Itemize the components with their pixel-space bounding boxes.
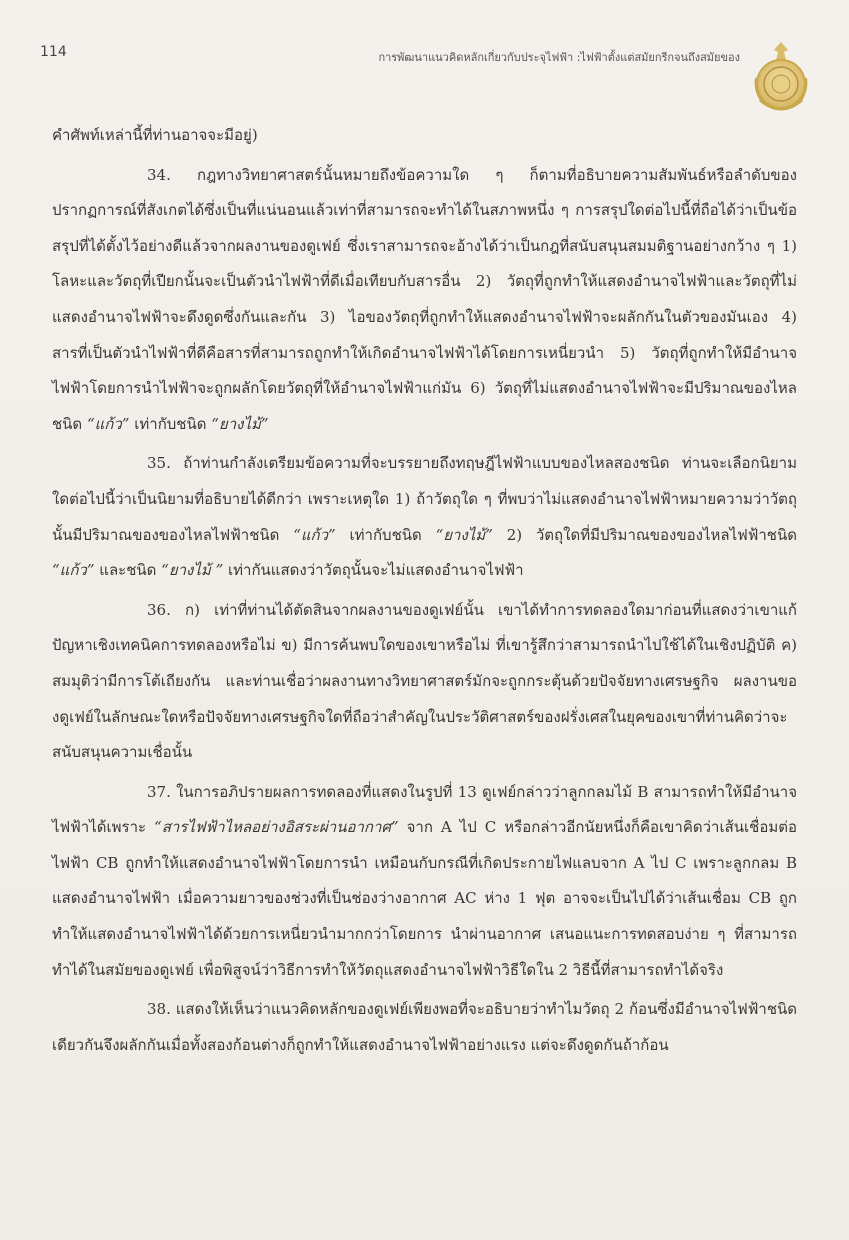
paragraph-34-after: เท่ากับชนิด [134, 414, 207, 433]
paragraph-35 [52, 446, 797, 588]
paragraph-35-text-b: เท่ากับชนิด [349, 525, 422, 544]
paragraph-34 [52, 158, 797, 443]
page-header [40, 40, 810, 120]
running-title: การพัฒนาแนวคิดหลักเกี่ยวกับประจุไฟฟ้า :ไฟฟ้าตั้งแต่สมัยกรีกจนถึงสมัยของ [378, 51, 740, 64]
term-glass: “แก้ว” [86, 414, 130, 433]
paragraph-35-text-c: 2) วัตถุใดที่มีปริมาณของของไหลไฟฟ้าชนิด [506, 525, 797, 544]
page-number: 114 [40, 44, 67, 60]
term-resin: “ยางไม้” [211, 414, 269, 433]
paragraph-continuation: คำศัพท์เหล่านี้ที่ท่านอาจจะมีอยู่) [52, 126, 258, 144]
paragraph-37-text-a: 37. ในการอภิปรายผลการทดลองที่แสดงในรูปที่ 13 ดูเฟย์กล่าวว่าลูกกลมไม้ B สามารถทำให้มีอำนาจไฟฟ้าได้เพราะ [52, 782, 797, 837]
paragraph-37-quote: “สารไฟฟ้าไหลอย่างอิสระผ่านอากาศ” [154, 818, 399, 837]
term-resin-3: “ยางไม้ ” [161, 561, 224, 580]
term-glass-2: “แก้ว” [293, 525, 336, 544]
paragraph-37 [52, 775, 797, 989]
paragraph-35-text-a: 35. ถ้าท่านกำลังเตรียมข้อความที่จะบรรยายถึงทฤษฎีไฟฟ้าแบบของไหลสองชนิด ท่านจะเลือกนิยามใดต่อไปนี้ว่าเป็นนิยามที่อธิบายได้ดีกว่า เพราะเหตุใด 1) ถ้าวัตถุใด ๆ ที่พบว่าไม่แสดงอำนาจไฟฟ้าหมายความว่าวัตถุนั้นมีปริมาณของของไหลไฟฟ้าชนิด [52, 454, 797, 544]
paragraph-36: 36. ก) เท่าที่ท่านได้ตัดสินจากผลงานของดูเฟย์นั้น เขาได้ทำการทดลองใดมาก่อนที่แสดงว่าเขาแก้ปัญหาเชิงเทคนิคการทดลองหรือไม่ ข) มีการค้นพบใดของเขาหรือไม่ ที่เขารู้สึกว่าสามารถนำไปใช้ได้ในเชิงปฏิบัติ ค) สมมุติว่ามีการโต้เถียงกัน และท่านเชื่อว่าผลงานทางวิทยาศาสตร์มักจะถูกกระตุ้นด้วยปัจจัยทางเศรษฐกิจ ผลงานของดูเฟย์ในลักษณะใดหรือปัจจัยทางเศรษฐกิจใดที่ถือว่าสำคัญในประวัติศาสตร์ของฝรั่งเศสในยุคของเขาที่ท่านคิดว่าจะสนับสนุนความเชื่อนั้น [52, 600, 797, 762]
paragraph-35-text-d: และชนิด [99, 561, 157, 580]
term-glass-3: “แก้ว” [52, 561, 95, 580]
paragraph-34-text: 34. กฎทางวิทยาศาสตร์นั้นหมายถึงข้อความใด ๆ ก็ตามที่อธิบายความสัมพันธ์หรือลำดับของปรากฏการณ์ที่สังเกตได้ซึ่งเป็นที่แน่นอนแล้วเท่าที่สามารถจะทำได้ในสภาพหนึ่ง ๆ การสรุปใดต่อไปนี้ที่ถือได้ว่าเป็นข้อสรุปที่ได้ตั้งไว้อย่างดีแล้วจากผลงานของดูเฟย์ ซึ่งเราสามารถจะอ้างได้ว่าเป็นกฎที่สนับสนุนสมมติฐานอย่างกว้าง ๆ 1) โลหะและวัตถุที่เปียกนั้นจะเป็นตัวนำไฟฟ้าที่ดีเมื่อเทียบกับสารอื่น 2) วัตถุที่ถูกทำให้แสดงอำนาจไฟฟ้าและวัตถุที่ไม่แสดงอำนาจไฟฟ้าจะดึงดูดซึ่งกันและกัน 3) ไอของวัตถุที่ถูกทำให้แสดงอำนาจไฟฟ้าจะผลักกันในตัวของมันเอง 4) สารที่เป็นตัวนำไฟฟ้าที่ดีคือสารที่สามารถถูกทำให้เกิดอำนาจไฟฟ้าได้โดยการเหนี่ยวนำ 5) วัตถุที่ถูกทำให้มีอำนาจไฟฟ้าโดยการนำไฟฟ้าจะถูกผลักโดยวัตถุที่ให้อำนาจไฟฟ้าแก่มัน 6) วัตถุที่ไม่แสดงอำนาจไฟฟ้าจะมีปริมาณของไหลชนิด [52, 165, 797, 433]
paragraph-35-text-e: เท่ากันแสดงว่าวัตถุนั้นจะไม่แสดงอำนาจไฟฟ้า [228, 561, 524, 580]
university-seal-icon [750, 40, 812, 116]
document-body [52, 118, 797, 1063]
term-resin-2: “ยางไม้” [435, 525, 493, 544]
paragraph-37-text-c: จาก A ไป C หรือกล่าวอีกนัยหนึ่งก็คือเขาคิดว่าเส้นเชื่อมต่อไฟฟ้า CB ถูกทำให้แสดงอำนาจไฟฟ้าโดยการนำ เหมือนกับกรณีที่เกิดประกายไฟแลบจาก A ไป C เพราะลูกกลม B แสดงอำนาจไฟฟ้า เมื่อความยาวของช่วงที่เป็นช่องว่างอากาศ AC ห่าง 1 ฟุต อาจจะเป็นไปได้ว่าเส้นเชื่อม CB ถูกทำให้แสดงอำนาจไฟฟ้าได้ด้วยการเหนี่ยวนำมากกว่าโดยการ นำผ่านอากาศ เสนอแนะการทดสอบง่าย ๆ ที่สามารถทำได้ในสมัยของดูเฟย์ เพื่อพิสูจน์ว่าวิธีการทำให้วัตถุแสดงอำนาจไฟฟ้าวิธีใดใน 2 วิธีนี้ที่สามารถทำได้จริง [52, 818, 797, 979]
paragraph-38: 38. แสดงให้เห็นว่าแนวคิดหลักของดูเฟย์เพียงพอที่จะอธิบายว่าทำไมวัตถุ 2 ก้อนซึ่งมีอำนาจไฟฟ้าชนิดเดียวกันจึงผลักกันเมื่อทั้งสองก้อนต่างก็ถูกทำให้แสดงอำนาจไฟฟ้าอย่างแรง แต่จะดึงดูดกันถ้าก้อน [52, 1000, 797, 1054]
